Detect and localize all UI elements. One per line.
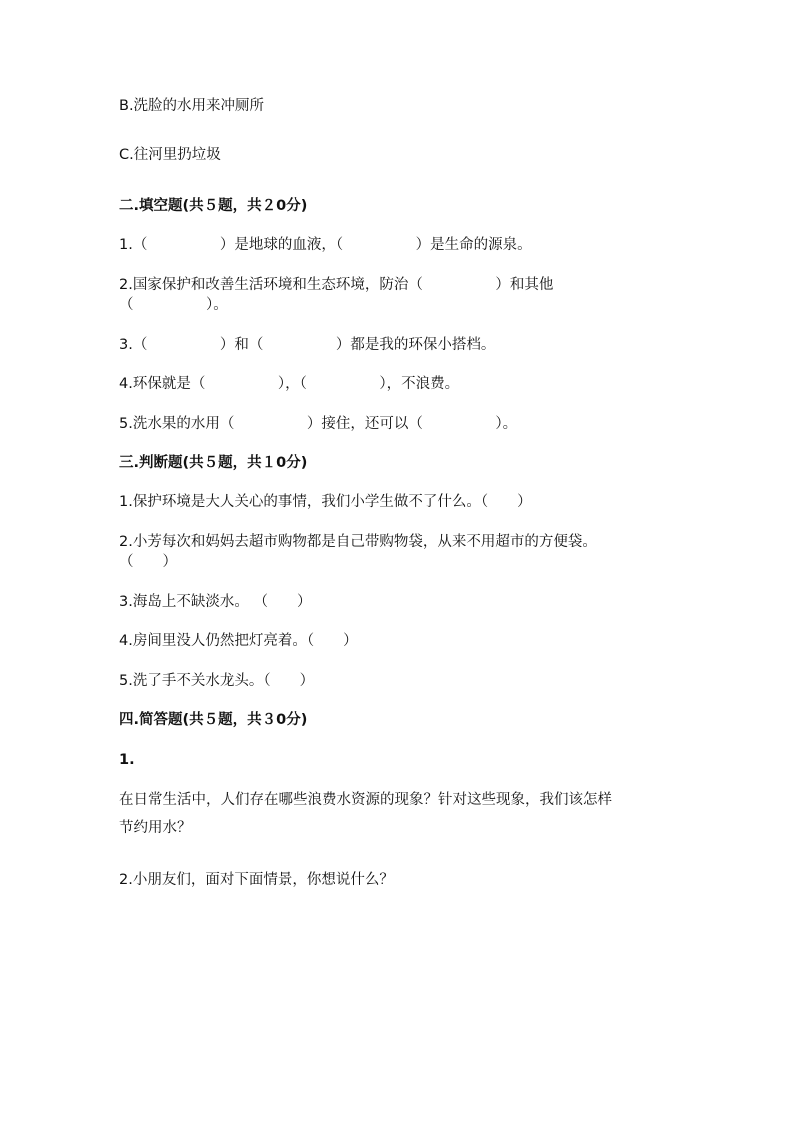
fill-question-2-line-1: 2.国家保护和改善生活环境和生态环境，防治（ ）和其他	[119, 277, 554, 293]
section-heading-fill-in-blank: 二.填空题(共５题，共２0分)	[119, 198, 308, 214]
fill-question-4: 4.环保就是（ ），（ ），不浪费。	[119, 376, 460, 392]
fill-question-2-line-2: （ ）。	[119, 297, 228, 313]
short-answer-question-2: 2.小朋友们，面对下面情景，你想说什么？	[119, 872, 394, 888]
fill-question-5: 5.洗水果的水用（ ）接住，还可以（ ）。	[119, 416, 518, 432]
fill-question-1: 1.（ ）是地球的血液，（ ）是生命的源泉。	[119, 237, 532, 253]
short-answer-question-1-number: 1.	[119, 752, 135, 768]
short-answer-question-1-line-1: 在日常生活中，人们存在哪些浪费水资源的现象？针对这些现象，我们该怎样	[119, 792, 612, 808]
judge-question-5: 5.洗了手不关水龙头。（ ）	[119, 673, 315, 689]
option-c: C.往河里扔垃圾	[119, 147, 221, 163]
judge-question-2-line-2: （ ）	[119, 554, 177, 570]
judge-question-4: 4.房间里没人仍然把灯亮着。（ ）	[119, 633, 358, 649]
judge-question-1: 1.保护环境是大人关心的事情，我们小学生做不了什么。（ ）	[119, 494, 532, 510]
section-heading-short-answer: 四.简答题(共５题，共３0分)	[119, 712, 308, 728]
short-answer-question-1-line-2: 节约用水？	[119, 820, 192, 836]
judge-question-3: 3.海岛上不缺淡水。 （ ）	[119, 594, 312, 610]
fill-question-3: 3.（ ）和（ ）都是我的环保小搭档。	[119, 337, 496, 353]
option-b: B.洗脸的水用来冲厕所	[119, 98, 265, 114]
judge-question-2-line-1: 2.小芳每次和妈妈去超市购物都是自己带购物袋，从来不用超市的方便袋。	[119, 534, 597, 550]
section-heading-true-false: 三.判断题(共５题，共１0分)	[119, 455, 308, 471]
